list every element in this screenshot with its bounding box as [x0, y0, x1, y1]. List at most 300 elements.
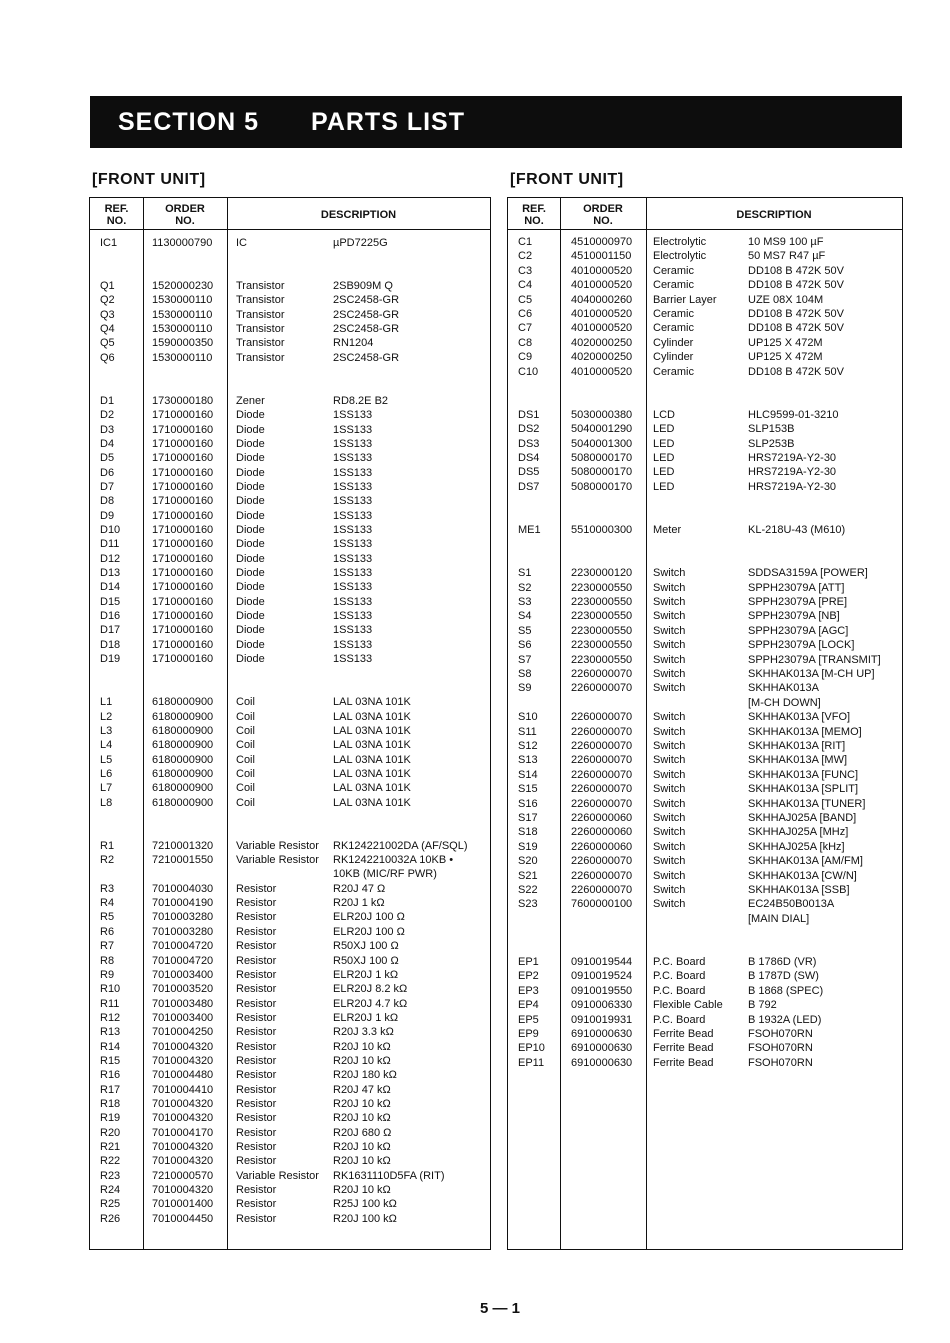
type-cell: Coil	[236, 782, 255, 795]
order-cell: 2260000070	[571, 797, 633, 810]
ref-cell: R9	[100, 968, 115, 981]
value-cell: LAL 03NA 101K	[333, 796, 411, 809]
value-cell: 1SS133	[333, 437, 373, 450]
order-cell: 2260000070	[571, 740, 633, 752]
type-cell: Switch	[653, 711, 686, 724]
type-cell: Resistor	[236, 882, 277, 895]
type-cell: Resistor	[236, 983, 277, 996]
type-cell: Diode	[236, 509, 265, 522]
type-cell: Resistor	[236, 1040, 277, 1053]
type-cell: Diode	[236, 653, 265, 666]
value-cell: UZE 08X 104M	[748, 293, 824, 306]
order-cell: 1710000160	[152, 495, 214, 508]
order-cell: 2260000070	[571, 725, 633, 738]
type-cell: Flexible Cable	[653, 999, 723, 1012]
order-cell: 2260000070	[571, 711, 633, 724]
order-cell: 2260000070	[571, 668, 633, 680]
ref-cell: C8	[518, 336, 533, 349]
type-cell: Diode	[236, 595, 265, 608]
ref-cell: R17	[100, 1083, 121, 1096]
right-heading: [FRONT UNIT]	[510, 171, 624, 188]
value-cell: RD8.2E B2	[333, 394, 389, 407]
type-cell: Diode	[236, 552, 265, 565]
table-row	[508, 451, 902, 465]
order-cell: 1710000160	[152, 610, 214, 623]
table-row	[90, 638, 490, 652]
ref-cell: EP5	[518, 1013, 539, 1026]
value-cell: RN1204	[333, 337, 374, 350]
type-cell: Switch	[653, 869, 686, 882]
value-cell: HLC9599-01-3210	[748, 408, 839, 421]
order-cell: 2260000070	[571, 754, 633, 767]
value-cell: SKHHAK013A [MW]	[748, 754, 848, 767]
order-cell: 1710000160	[152, 653, 214, 666]
type-cell: Resistor	[236, 1011, 277, 1024]
value-cell: RK1242210032A 10KB •	[333, 854, 454, 867]
ref-cell: D4	[100, 437, 115, 450]
value-cell: HRS7219A-Y2-30	[748, 452, 837, 464]
table-row	[508, 307, 902, 321]
table-row	[90, 279, 490, 293]
value-cell: SPPH23079A [AGC]	[748, 624, 849, 637]
order-cell: 4010000520	[571, 264, 633, 277]
table-row	[508, 782, 902, 796]
value-cell: 1SS133	[333, 409, 373, 422]
type-cell: LED	[653, 437, 675, 450]
table-row	[90, 1054, 490, 1068]
order-cell: 1710000160	[152, 638, 214, 651]
value-cell: 1SS133	[333, 495, 373, 508]
table-row	[508, 408, 902, 422]
value-cell: SKHHAK013A [SSB]	[748, 884, 850, 896]
value-cell: DD108 B 472K 50V	[748, 264, 845, 277]
left-header-order-text: ORDER NO.	[165, 203, 205, 227]
ref-cell: Q6	[100, 351, 115, 364]
type-cell: Coil	[236, 796, 255, 809]
type-cell: LED	[653, 423, 675, 436]
type-cell: Meter	[653, 524, 682, 536]
value-cell: SKHHAK013A [CW/N]	[748, 869, 857, 882]
table-row	[90, 1111, 490, 1125]
type-cell: Diode	[236, 466, 265, 479]
order-cell: 1530000110	[152, 294, 213, 307]
order-cell: 7210001320	[152, 839, 214, 852]
type-cell: Switch	[653, 826, 686, 839]
ref-cell: S22	[518, 884, 538, 896]
ref-cell: S5	[518, 624, 532, 637]
ref-cell: DS1	[518, 408, 540, 421]
type-cell: Cylinder	[653, 336, 694, 349]
order-cell: 2230000550	[571, 610, 633, 623]
type-cell: Transistor	[236, 308, 285, 321]
ref-cell: S17	[518, 812, 538, 824]
order-cell: 2260000070	[571, 869, 633, 882]
value-cell: SKHHAJ025A [kHz]	[748, 840, 845, 853]
value-cell: DD108 B 472K 50V	[748, 365, 845, 378]
ref-cell: R15	[100, 1054, 121, 1067]
type-cell: Coil	[236, 696, 255, 709]
value-cell: R20J 47 Ω	[333, 882, 386, 895]
order-cell: 0910019544	[571, 956, 633, 968]
value-cell: 1SS133	[333, 423, 373, 436]
table-row	[90, 1068, 490, 1082]
type-cell: Variable Resistor	[236, 839, 319, 852]
ref-cell: L4	[100, 739, 113, 752]
ref-cell: C6	[518, 308, 533, 320]
table-row	[508, 825, 902, 839]
order-cell: 1710000160	[152, 452, 214, 465]
table-row	[508, 523, 902, 537]
table-row	[90, 537, 490, 551]
type-cell: Variable Resistor	[236, 1169, 319, 1182]
order-cell: 4010000520	[571, 279, 633, 292]
value-cell: 1SS133	[333, 538, 373, 551]
ref-cell: R24	[100, 1184, 121, 1197]
value-cell: HRS7219A-Y2-30	[748, 466, 837, 479]
value-cell: R25J 100 kΩ	[333, 1198, 397, 1211]
table-row	[90, 939, 490, 953]
value-cell: SPPH23079A [NB]	[748, 610, 840, 623]
type-cell: Ferrite Bead	[653, 1056, 714, 1069]
ref-cell: R22	[100, 1155, 121, 1168]
table-row	[90, 896, 490, 910]
ref-cell: S8	[518, 668, 532, 680]
table-row	[508, 753, 902, 767]
type-cell: Zener	[236, 394, 265, 407]
type-cell: Ferrite Bead	[653, 1042, 714, 1055]
value-cell: R20J 10 kΩ	[333, 1184, 391, 1197]
type-cell: Switch	[653, 725, 686, 738]
ref-cell: D2	[100, 409, 115, 422]
type-cell: Resistor	[236, 1198, 277, 1211]
left-parts-table	[89, 197, 491, 1250]
table-row	[508, 869, 902, 883]
value-cell: R20J 100 kΩ	[333, 1212, 397, 1225]
table-row	[508, 797, 902, 811]
table-row	[90, 609, 490, 623]
type-cell: Switch	[653, 653, 686, 666]
table-row	[508, 696, 902, 710]
table-row	[90, 695, 490, 709]
value-cell: SKHHAJ025A [MHz]	[748, 826, 849, 839]
ref-cell: C3	[518, 264, 533, 277]
ref-cell: D13	[100, 567, 121, 580]
ref-cell: R11	[100, 997, 120, 1010]
type-cell: Coil	[236, 767, 255, 780]
table-row	[90, 336, 490, 350]
value-cell: SKHHAK013A [SPLIT]	[748, 783, 859, 796]
ref-cell: DS4	[518, 452, 540, 464]
order-cell: 1710000160	[152, 480, 214, 493]
table-row	[90, 552, 490, 566]
ref-cell: Q3	[100, 308, 115, 321]
type-cell: Switch	[653, 581, 686, 594]
ref-cell: S18	[518, 826, 538, 839]
value-cell: LAL 03NA 101K	[333, 710, 411, 723]
table-row	[90, 623, 490, 637]
value-cell: SLP253B	[748, 437, 795, 450]
value-cell: R20J 180 kΩ	[333, 1069, 397, 1082]
order-cell: 2260000070	[571, 768, 633, 781]
ref-cell: S4	[518, 610, 532, 623]
type-cell: Transistor	[236, 294, 285, 307]
ref-cell: R12	[100, 1011, 121, 1024]
table-row	[508, 653, 902, 667]
table-row	[90, 1097, 490, 1111]
table-row	[508, 969, 902, 983]
type-cell: Diode	[236, 638, 265, 651]
table-row	[90, 437, 490, 451]
type-cell: Diode	[236, 437, 265, 450]
ref-cell: Q2	[100, 294, 115, 307]
type-cell: Coil	[236, 710, 255, 723]
ref-cell: L8	[100, 796, 113, 809]
ref-cell: EP10	[518, 1042, 545, 1055]
table-row	[508, 595, 902, 609]
table-row	[90, 982, 490, 996]
ref-cell: S1	[518, 567, 532, 580]
type-cell: Diode	[236, 567, 265, 580]
type-cell: P.C. Board	[653, 984, 706, 997]
order-cell: 1530000110	[152, 323, 213, 336]
type-cell: Cylinder	[653, 351, 694, 364]
right-header-order-text: ORDER NO.	[583, 203, 623, 227]
type-cell: Ceramic	[653, 264, 694, 277]
ref-cell: D16	[100, 610, 121, 623]
ref-cell: S23	[518, 898, 538, 911]
ref-cell: D17	[100, 624, 121, 637]
order-cell: 6180000900	[152, 767, 214, 780]
table-row	[90, 796, 490, 810]
order-cell: 1710000160	[152, 595, 214, 608]
ref-cell: R21	[100, 1141, 121, 1154]
order-cell: 4020000250	[571, 351, 633, 364]
table-row	[90, 1169, 490, 1183]
table-row	[508, 321, 902, 335]
table-row	[90, 882, 490, 896]
order-cell: 2230000550	[571, 653, 633, 666]
value-cell: DD108 B 472K 50V	[748, 279, 845, 292]
ref-cell: R19	[100, 1112, 121, 1125]
ref-cell: R14	[100, 1040, 121, 1053]
ref-cell: R1	[100, 839, 115, 852]
table-row	[90, 867, 490, 881]
table-row	[90, 1083, 490, 1097]
table-row	[508, 912, 902, 926]
type-cell: Switch	[653, 812, 686, 824]
ref-cell: D18	[100, 638, 121, 651]
type-cell: P.C. Board	[653, 956, 706, 968]
order-cell: 1710000160	[152, 437, 214, 450]
ref-cell: C7	[518, 322, 533, 335]
ref-cell: R20	[100, 1126, 121, 1139]
table-row	[90, 236, 490, 250]
table-row	[508, 336, 902, 350]
value-cell: 1SS133	[333, 509, 373, 522]
left-header-ref	[90, 203, 143, 227]
order-cell: 7010003480	[152, 997, 214, 1010]
type-cell: Resistor	[236, 968, 277, 981]
value-cell: ELR20J 4.7 kΩ	[333, 997, 408, 1010]
table-row	[508, 725, 902, 739]
value-cell: B 1786D (VR)	[748, 956, 817, 968]
ref-cell: D6	[100, 466, 115, 479]
ref-cell: C5	[518, 293, 533, 306]
type-cell: Switch	[653, 783, 686, 796]
value-cell: SKHHAK013A [AM/FM]	[748, 855, 863, 868]
order-cell: 5040001300	[571, 437, 633, 450]
table-row	[90, 1212, 490, 1226]
ref-cell: R25	[100, 1198, 121, 1211]
order-cell: 1710000160	[152, 466, 214, 479]
value-cell: FSOH070RN	[748, 1056, 813, 1069]
ref-cell: S15	[518, 783, 538, 796]
value-cell: R20J 1 kΩ	[333, 897, 385, 910]
ref-cell: D7	[100, 480, 115, 493]
value-cell: [MAIN DIAL]	[748, 912, 810, 925]
type-cell: Switch	[653, 754, 686, 767]
order-cell: 2230000550	[571, 639, 633, 652]
table-row	[508, 1013, 902, 1027]
value-cell: ELR20J 100 Ω	[333, 925, 405, 938]
value-cell: 1SS133	[333, 524, 373, 536]
value-cell: DD108 B 472K 50V	[748, 322, 845, 335]
value-cell: UP125 X 472M	[748, 336, 823, 349]
ref-cell: D12	[100, 552, 121, 565]
type-cell: Ceramic	[653, 322, 694, 335]
type-cell: Barrier Layer	[653, 293, 717, 306]
ref-cell: R18	[100, 1098, 121, 1110]
order-cell: 1710000160	[152, 538, 214, 551]
type-cell: Resistor	[236, 1141, 277, 1154]
table-row	[90, 293, 490, 307]
table-row	[90, 767, 490, 781]
value-cell: 1SS133	[333, 638, 373, 651]
order-cell: 1710000160	[152, 409, 214, 422]
value-cell: 1SS133	[333, 466, 373, 479]
type-cell: Transistor	[236, 323, 285, 336]
type-cell: Diode	[236, 538, 265, 551]
type-cell: Resistor	[236, 1098, 277, 1110]
left-heading: [FRONT UNIT]	[92, 171, 206, 188]
table-row	[508, 811, 902, 825]
table-row	[90, 753, 490, 767]
order-cell: 4510000970	[571, 236, 633, 248]
value-cell: B 1787D (SW)	[748, 970, 819, 983]
table-row	[508, 638, 902, 652]
ref-cell: S10	[518, 711, 538, 724]
order-cell: 2230000550	[571, 596, 633, 608]
order-cell: 1730000180	[152, 394, 214, 407]
table-row	[90, 1025, 490, 1039]
value-cell: FSOH070RN	[748, 1028, 813, 1040]
table-row	[508, 278, 902, 292]
table-row	[90, 308, 490, 322]
ref-cell: S13	[518, 754, 538, 767]
table-row	[508, 293, 902, 307]
value-cell: R20J 10 kΩ	[333, 1040, 391, 1053]
order-cell: 5080000170	[571, 466, 633, 479]
value-cell: SPPH23079A [PRE]	[748, 596, 848, 608]
ref-cell: R5	[100, 911, 115, 924]
table-row	[508, 365, 902, 379]
order-cell: 1130000790	[152, 237, 213, 249]
value-cell: 2SC2458-GR	[333, 308, 400, 321]
ref-cell: L2	[100, 710, 113, 723]
type-cell: Switch	[653, 639, 686, 652]
order-cell: 1710000160	[152, 567, 214, 580]
value-cell: 1SS133	[333, 567, 373, 580]
table-row	[90, 494, 490, 508]
ref-cell: C2	[518, 250, 533, 263]
order-cell: 2260000060	[571, 826, 633, 839]
value-cell: B 1932A (LED)	[748, 1013, 822, 1026]
table-row	[90, 910, 490, 924]
type-cell: Diode	[236, 495, 265, 508]
table-row	[508, 581, 902, 595]
order-cell: 6180000900	[152, 724, 214, 737]
ref-cell: L1	[100, 696, 113, 709]
value-cell: SLP153B	[748, 423, 795, 436]
value-cell: SKHHAK013A [FUNC]	[748, 768, 859, 781]
value-cell: 1SS133	[333, 452, 373, 465]
type-cell: Switch	[653, 797, 686, 810]
value-cell: 2SC2458-GR	[333, 351, 400, 364]
table-row	[90, 322, 490, 336]
order-cell: 0910019524	[571, 970, 633, 983]
order-cell: 0910006330	[571, 999, 633, 1012]
type-cell: Ceramic	[653, 279, 694, 292]
ref-cell: S11	[518, 725, 537, 738]
value-cell: R20J 3.3 kΩ	[333, 1026, 394, 1039]
type-cell: Transistor	[236, 280, 285, 293]
table-row	[508, 566, 902, 580]
type-cell: Switch	[653, 668, 686, 680]
right-header-order	[560, 203, 646, 227]
left-header-order	[143, 203, 227, 227]
type-cell: Switch	[653, 855, 686, 868]
type-cell: Ceramic	[653, 308, 694, 320]
ref-cell: S20	[518, 855, 538, 868]
ref-cell: R16	[100, 1069, 121, 1082]
value-cell: LAL 03NA 101K	[333, 767, 411, 780]
order-cell: 5080000170	[571, 480, 633, 493]
ref-cell: S16	[518, 797, 538, 810]
order-cell: 0910019550	[571, 984, 633, 997]
ref-cell: S9	[518, 682, 532, 695]
value-cell: SPPH23079A [TRANSMIT]	[748, 653, 881, 666]
table-row	[90, 1197, 490, 1211]
type-cell: Coil	[236, 753, 255, 766]
ref-cell: DS5	[518, 466, 540, 479]
ref-cell: EP4	[518, 999, 539, 1012]
ref-cell: S7	[518, 653, 532, 666]
value-cell: 1SS133	[333, 610, 373, 623]
order-cell: 4010000520	[571, 322, 633, 335]
type-cell: Transistor	[236, 337, 285, 350]
order-cell: 2260000070	[571, 884, 633, 896]
type-cell: Switch	[653, 740, 686, 752]
order-cell: 2230000120	[571, 567, 633, 580]
value-cell: R20J 10 kΩ	[333, 1141, 391, 1154]
section-number: SECTION 5	[118, 108, 259, 136]
value-cell: DD108 B 472K 50V	[748, 308, 845, 320]
type-cell: Resistor	[236, 1112, 277, 1125]
table-row	[508, 1027, 902, 1041]
type-cell: Resistor	[236, 1026, 277, 1039]
order-cell: 1530000110	[152, 351, 213, 364]
ref-cell: R6	[100, 925, 115, 938]
